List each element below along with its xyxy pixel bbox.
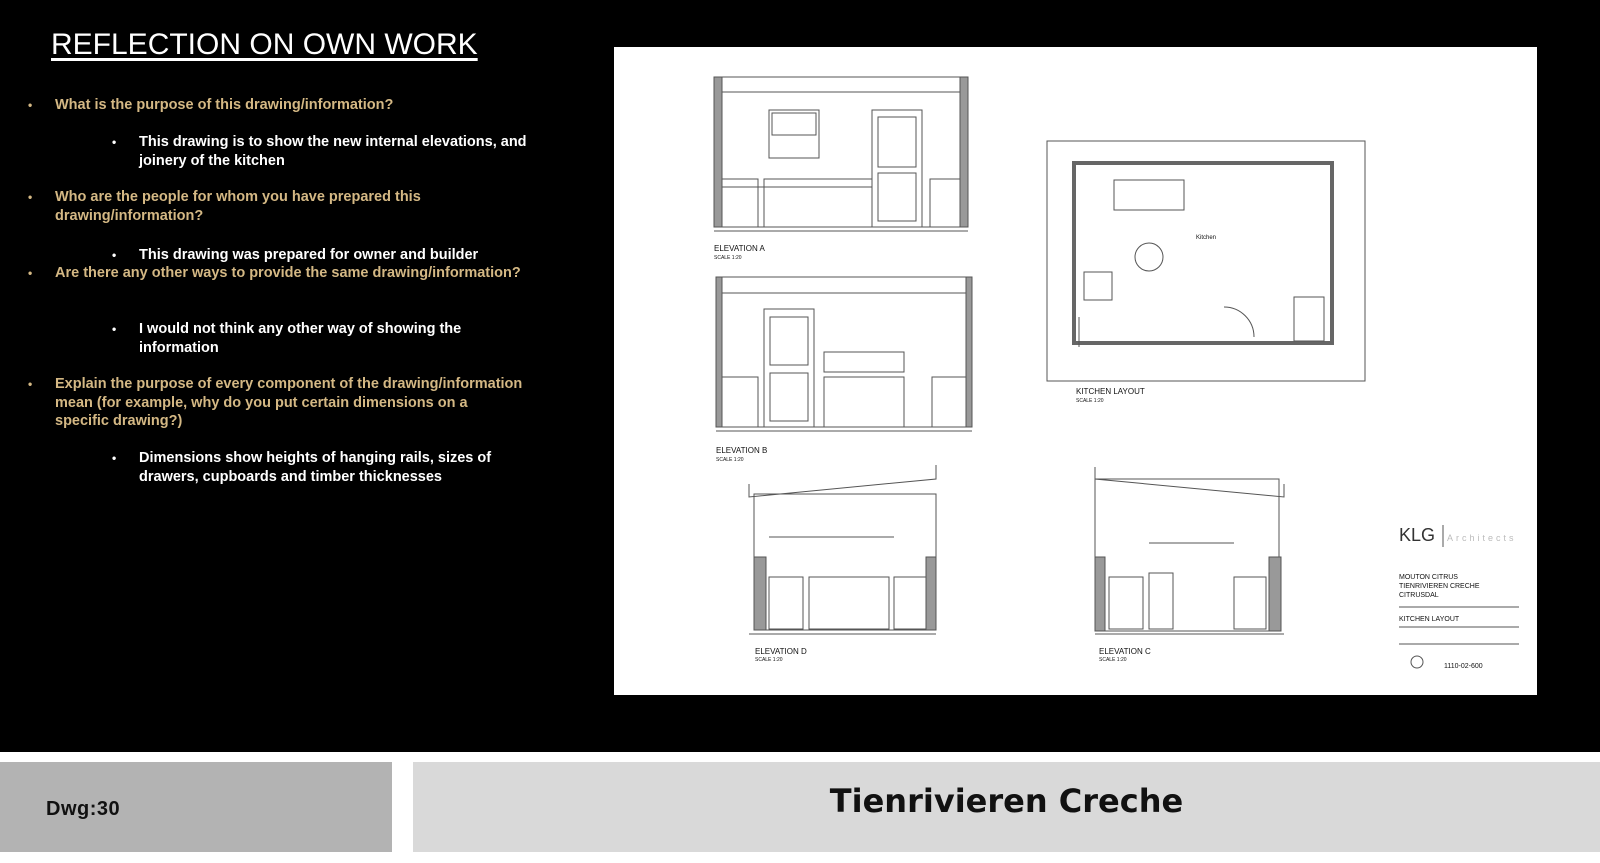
elevation-c-sketch — [1095, 467, 1284, 634]
bullet-icon: • — [28, 377, 33, 391]
elevation-c-scale: SCALE 1:20 — [1099, 657, 1127, 663]
sheet-title: KITCHEN LAYOUT — [1399, 616, 1460, 623]
dwg-number-box — [0, 762, 392, 852]
bullet-icon: • — [112, 135, 117, 149]
bullet-icon: • — [28, 266, 33, 280]
answer-1-text: This drawing is to show the new internal elevations, and joinery of the kitchen — [139, 134, 527, 169]
question-1 — [28, 96, 525, 115]
question-2-text: Who are the people for whom you have prepared this drawing/information? — [55, 189, 421, 224]
answer-4 — [112, 449, 529, 486]
project-title: Tienrivieren Creche — [829, 782, 1184, 820]
elevation-a-scale: SCALE 1:20 — [714, 255, 742, 261]
elevation-a-label: ELEVATION A — [714, 244, 765, 253]
answer-1 — [112, 133, 529, 170]
kitchen-room-name: Kitchen — [1196, 235, 1217, 241]
answer-4-text: Dimensions show heights of hanging rails, sizes of drawers, cupboards and timber thicknesses — [139, 450, 492, 485]
kitchen-layout-sketch — [1047, 141, 1365, 381]
elevation-d-scale: SCALE 1:20 — [755, 657, 783, 663]
answer-3 — [112, 320, 529, 357]
answer-2 — [112, 246, 529, 265]
elevation-a-sketch — [714, 77, 968, 231]
kitchen-drawing-sheet — [614, 47, 1537, 695]
question-1-text: What is the purpose of this drawing/information? — [55, 97, 394, 113]
answer-2-text: This drawing was prepared for owner and builder — [139, 247, 479, 263]
bullet-icon: • — [28, 190, 33, 204]
elevation-d-label: ELEVATION D — [755, 647, 807, 656]
elevation-d-sketch — [749, 465, 936, 634]
project-title-box — [413, 762, 1600, 852]
bullet-icon: • — [28, 98, 33, 112]
elevation-b-scale: SCALE 1:20 — [716, 457, 744, 463]
project-line-3: CITRUSDAL — [1399, 592, 1439, 599]
bullet-icon: • — [112, 248, 117, 262]
answer-3-text: I would not think any other way of showing the information — [139, 321, 462, 356]
bullet-icon: • — [112, 451, 117, 465]
bullet-icon: • — [112, 322, 117, 336]
firm-name: Architects — [1447, 533, 1517, 543]
question-2 — [28, 188, 525, 225]
elevation-b-label: ELEVATION B — [716, 446, 768, 455]
question-3 — [28, 264, 525, 283]
question-4 — [28, 375, 525, 431]
elevation-b-sketch — [716, 277, 972, 431]
project-line-2: TIENRIVIEREN CRECHE — [1399, 583, 1480, 590]
dwg-number: Dwg:30 — [46, 798, 121, 820]
question-4-text: Explain the purpose of every component of the drawing/information mean (for example, why do you put certain dimensions on a specific drawing?) — [55, 376, 523, 429]
kitchen-layout-label: KITCHEN LAYOUT — [1076, 387, 1145, 396]
firm-logo: KLG — [1399, 525, 1436, 545]
project-line-1: MOUTON CITRUS — [1399, 574, 1458, 581]
kitchen-layout-scale: SCALE 1:20 — [1076, 398, 1104, 404]
elevation-c-label: ELEVATION C — [1099, 647, 1151, 656]
slide-title: REFLECTION ON OWN WORK — [51, 28, 478, 61]
drawing-number: 1110-02-600 — [1444, 663, 1483, 670]
question-3-text: Are there any other ways to provide the same drawing/information? — [55, 265, 521, 281]
